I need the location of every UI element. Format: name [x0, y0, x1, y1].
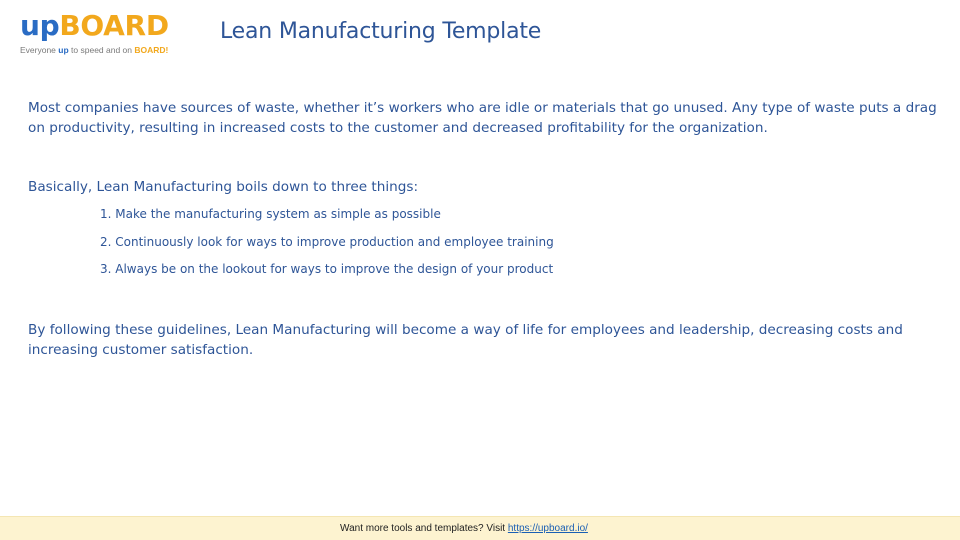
logo-tagline-start: Everyone: [20, 45, 59, 55]
logo-tagline-middle: to speed and on: [68, 45, 135, 55]
footer-prompt: Want more tools and templates? Visit: [340, 523, 508, 534]
footer-link[interactable]: https://upboard.io/: [507, 523, 588, 534]
footer-banner: [0, 516, 960, 540]
summary-lead-paragraph: Basically, Lean Manufacturing boils down to three things:: [28, 179, 419, 195]
principle-item-2: 2. Continuously look for ways to improve production and employee training: [100, 234, 554, 249]
principle-item-3: 3. Always be on the lookout for ways to improve the design of your product: [100, 262, 554, 276]
page-title: Lean Manufacturing Template: [220, 19, 542, 44]
principles-list: [100, 206, 554, 289]
logo-tagline-up: up: [58, 45, 69, 55]
principle-item-1: 1. Make the manufacturing system as simple as possible: [100, 207, 441, 221]
conclusion-paragraph: By following these guidelines, Lean Manufacturing will become a way of life for employees and leadership, decreasing costs and increasing customer satisfaction.: [28, 322, 903, 358]
intro-paragraph: Most companies have sources of waste, whether it’s workers who are idle or materials that go unused. Any type of waste puts a drag on productivity, resulting in increased costs to the customer and decreased profitability for the organization.: [28, 100, 937, 136]
upboard-logo: [20, 10, 180, 58]
footer-text: [340, 523, 588, 535]
logo-tagline-board: BOARD!: [134, 45, 169, 55]
logo-tagline: [20, 45, 168, 55]
logo-wordmark-board: BOARD: [59, 9, 169, 42]
logo-wordmark-up: up: [20, 9, 60, 42]
logo-wordmark: [20, 10, 169, 42]
